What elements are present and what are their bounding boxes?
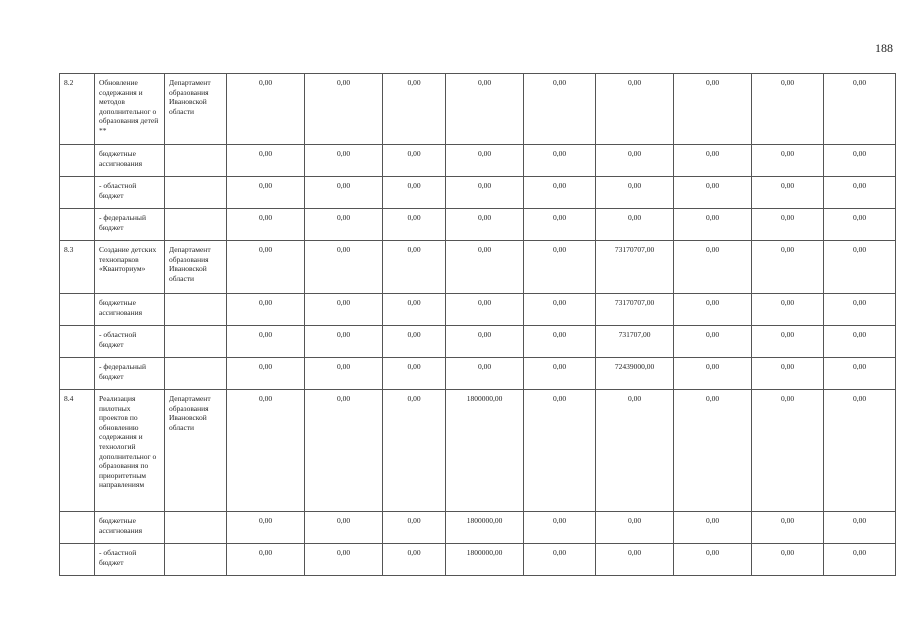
- value-cell: 0,00: [383, 326, 446, 358]
- value-cell: 0,00: [446, 326, 524, 358]
- table-row: [60, 544, 896, 576]
- value-cell: 0,00: [674, 145, 752, 177]
- value-cell: 0,00: [596, 390, 674, 512]
- page-number: 188: [875, 41, 893, 55]
- value-cell: 0,00: [824, 358, 896, 390]
- value-cell: 0,00: [596, 177, 674, 209]
- value-cell: 0,00: [674, 390, 752, 512]
- row-number: [60, 177, 95, 209]
- row-executor: [165, 209, 227, 241]
- row-name: - областной бюджет: [95, 177, 165, 209]
- value-cell: 0,00: [674, 241, 752, 294]
- row-executor: Департамент образования Ивановской области: [165, 241, 227, 294]
- table-row: [60, 358, 896, 390]
- value-cell: 0,00: [524, 209, 596, 241]
- value-cell: 0,00: [596, 512, 674, 544]
- table-row: [60, 145, 896, 177]
- value-cell: 0,00: [227, 358, 305, 390]
- value-cell: 0,00: [524, 512, 596, 544]
- value-cell: 1800000,00: [446, 390, 524, 512]
- value-cell: 0,00: [305, 294, 383, 326]
- value-cell: 0,00: [305, 145, 383, 177]
- value-cell: 0,00: [446, 177, 524, 209]
- row-number: [60, 209, 95, 241]
- row-executor: [165, 544, 227, 576]
- value-cell: 0,00: [752, 209, 824, 241]
- value-cell: 0,00: [305, 512, 383, 544]
- value-cell: 0,00: [446, 358, 524, 390]
- value-cell: 0,00: [674, 209, 752, 241]
- table-row: [60, 294, 896, 326]
- value-cell: 0,00: [524, 390, 596, 512]
- value-cell: 0,00: [824, 390, 896, 512]
- value-cell: 0,00: [752, 358, 824, 390]
- row-name: - областной бюджет: [95, 326, 165, 358]
- table-row: [60, 177, 896, 209]
- value-cell: 0,00: [227, 390, 305, 512]
- value-cell: 0,00: [383, 241, 446, 294]
- row-number: [60, 544, 95, 576]
- value-cell: 0,00: [752, 390, 824, 512]
- value-cell: 0,00: [305, 358, 383, 390]
- value-cell: 0,00: [227, 177, 305, 209]
- value-cell: 0,00: [824, 74, 896, 145]
- row-name: бюджетные ассигнования: [95, 145, 165, 177]
- value-cell: 0,00: [524, 177, 596, 209]
- value-cell: 0,00: [524, 544, 596, 576]
- value-cell: 0,00: [752, 294, 824, 326]
- row-name: - федеральный бюджет: [95, 358, 165, 390]
- value-cell: 0,00: [752, 241, 824, 294]
- row-name: - областной бюджет: [95, 544, 165, 576]
- value-cell: 0,00: [383, 390, 446, 512]
- value-cell: 0,00: [305, 177, 383, 209]
- value-cell: 0,00: [383, 145, 446, 177]
- value-cell: 0,00: [824, 241, 896, 294]
- row-number: [60, 358, 95, 390]
- row-executor: [165, 358, 227, 390]
- value-cell: 0,00: [824, 326, 896, 358]
- row-name: бюджетные ассигнования: [95, 294, 165, 326]
- row-number: [60, 145, 95, 177]
- value-cell: 0,00: [227, 544, 305, 576]
- value-cell: 0,00: [674, 544, 752, 576]
- value-cell: 0,00: [383, 177, 446, 209]
- row-number: [60, 294, 95, 326]
- value-cell: 0,00: [446, 145, 524, 177]
- value-cell: 0,00: [446, 241, 524, 294]
- value-cell: 0,00: [383, 358, 446, 390]
- value-cell: 0,00: [524, 145, 596, 177]
- value-cell: 0,00: [227, 241, 305, 294]
- row-executor: [165, 512, 227, 544]
- row-executor: [165, 294, 227, 326]
- value-cell: 0,00: [227, 209, 305, 241]
- row-number: [60, 326, 95, 358]
- value-cell: 0,00: [305, 74, 383, 145]
- row-executor: Департамент образования Ивановской области: [165, 74, 227, 145]
- value-cell: 0,00: [824, 145, 896, 177]
- value-cell: 1800000,00: [446, 512, 524, 544]
- value-cell: 0,00: [383, 512, 446, 544]
- value-cell: 0,00: [227, 145, 305, 177]
- value-cell: 0,00: [752, 544, 824, 576]
- value-cell: 0,00: [752, 74, 824, 145]
- value-cell: 0,00: [824, 209, 896, 241]
- row-executor: Департамент образования Ивановской области: [165, 390, 227, 512]
- table-row: [60, 209, 896, 241]
- value-cell: 0,00: [752, 326, 824, 358]
- value-cell: 0,00: [524, 241, 596, 294]
- table-row: [60, 241, 896, 294]
- value-cell: 0,00: [596, 145, 674, 177]
- value-cell: 0,00: [305, 209, 383, 241]
- row-name: бюджетные ассигнования: [95, 512, 165, 544]
- budget-table: [59, 73, 896, 576]
- value-cell: 0,00: [305, 544, 383, 576]
- value-cell: 0,00: [824, 177, 896, 209]
- value-cell: 0,00: [674, 512, 752, 544]
- value-cell: 0,00: [596, 209, 674, 241]
- value-cell: 0,00: [674, 177, 752, 209]
- value-cell: 0,00: [524, 294, 596, 326]
- value-cell: 0,00: [674, 358, 752, 390]
- value-cell: 0,00: [596, 544, 674, 576]
- row-executor: [165, 326, 227, 358]
- value-cell: 0,00: [524, 358, 596, 390]
- table-row: [60, 74, 896, 145]
- value-cell: 731707,00: [596, 326, 674, 358]
- value-cell: 0,00: [446, 74, 524, 145]
- value-cell: 0,00: [227, 326, 305, 358]
- row-name: Обновление содержания и методов дополнительног о образования детей **: [95, 74, 165, 145]
- value-cell: 0,00: [674, 74, 752, 145]
- value-cell: 0,00: [674, 326, 752, 358]
- value-cell: 1800000,00: [446, 544, 524, 576]
- value-cell: 0,00: [383, 209, 446, 241]
- value-cell: 0,00: [305, 326, 383, 358]
- value-cell: 0,00: [752, 177, 824, 209]
- value-cell: 0,00: [227, 74, 305, 145]
- row-name: Реализация пилотных проектов по обновлению содержания и технологий дополнительног о образования по приоритетным направлениям: [95, 390, 165, 512]
- value-cell: 73170707,00: [596, 294, 674, 326]
- value-cell: 0,00: [674, 294, 752, 326]
- value-cell: 0,00: [227, 294, 305, 326]
- row-number: 8.4: [60, 390, 95, 512]
- table-row: [60, 390, 896, 512]
- value-cell: 0,00: [524, 326, 596, 358]
- row-number: 8.3: [60, 241, 95, 294]
- value-cell: 0,00: [752, 145, 824, 177]
- table-row: [60, 512, 896, 544]
- value-cell: 0,00: [227, 512, 305, 544]
- row-executor: [165, 177, 227, 209]
- value-cell: 0,00: [824, 294, 896, 326]
- value-cell: 0,00: [383, 544, 446, 576]
- row-name: Создание детских технопарков «Кванториум»: [95, 241, 165, 294]
- row-executor: [165, 145, 227, 177]
- value-cell: 0,00: [824, 512, 896, 544]
- row-name: - федеральный бюджет: [95, 209, 165, 241]
- row-number: 8.2: [60, 74, 95, 145]
- value-cell: 0,00: [446, 209, 524, 241]
- value-cell: 0,00: [596, 74, 674, 145]
- value-cell: 73170707,00: [596, 241, 674, 294]
- row-number: [60, 512, 95, 544]
- value-cell: 0,00: [446, 294, 524, 326]
- value-cell: 0,00: [752, 512, 824, 544]
- value-cell: 0,00: [524, 74, 596, 145]
- value-cell: 0,00: [305, 241, 383, 294]
- value-cell: 0,00: [383, 294, 446, 326]
- value-cell: 0,00: [305, 390, 383, 512]
- value-cell: 0,00: [383, 74, 446, 145]
- value-cell: 0,00: [824, 544, 896, 576]
- table-row: [60, 326, 896, 358]
- value-cell: 72439000,00: [596, 358, 674, 390]
